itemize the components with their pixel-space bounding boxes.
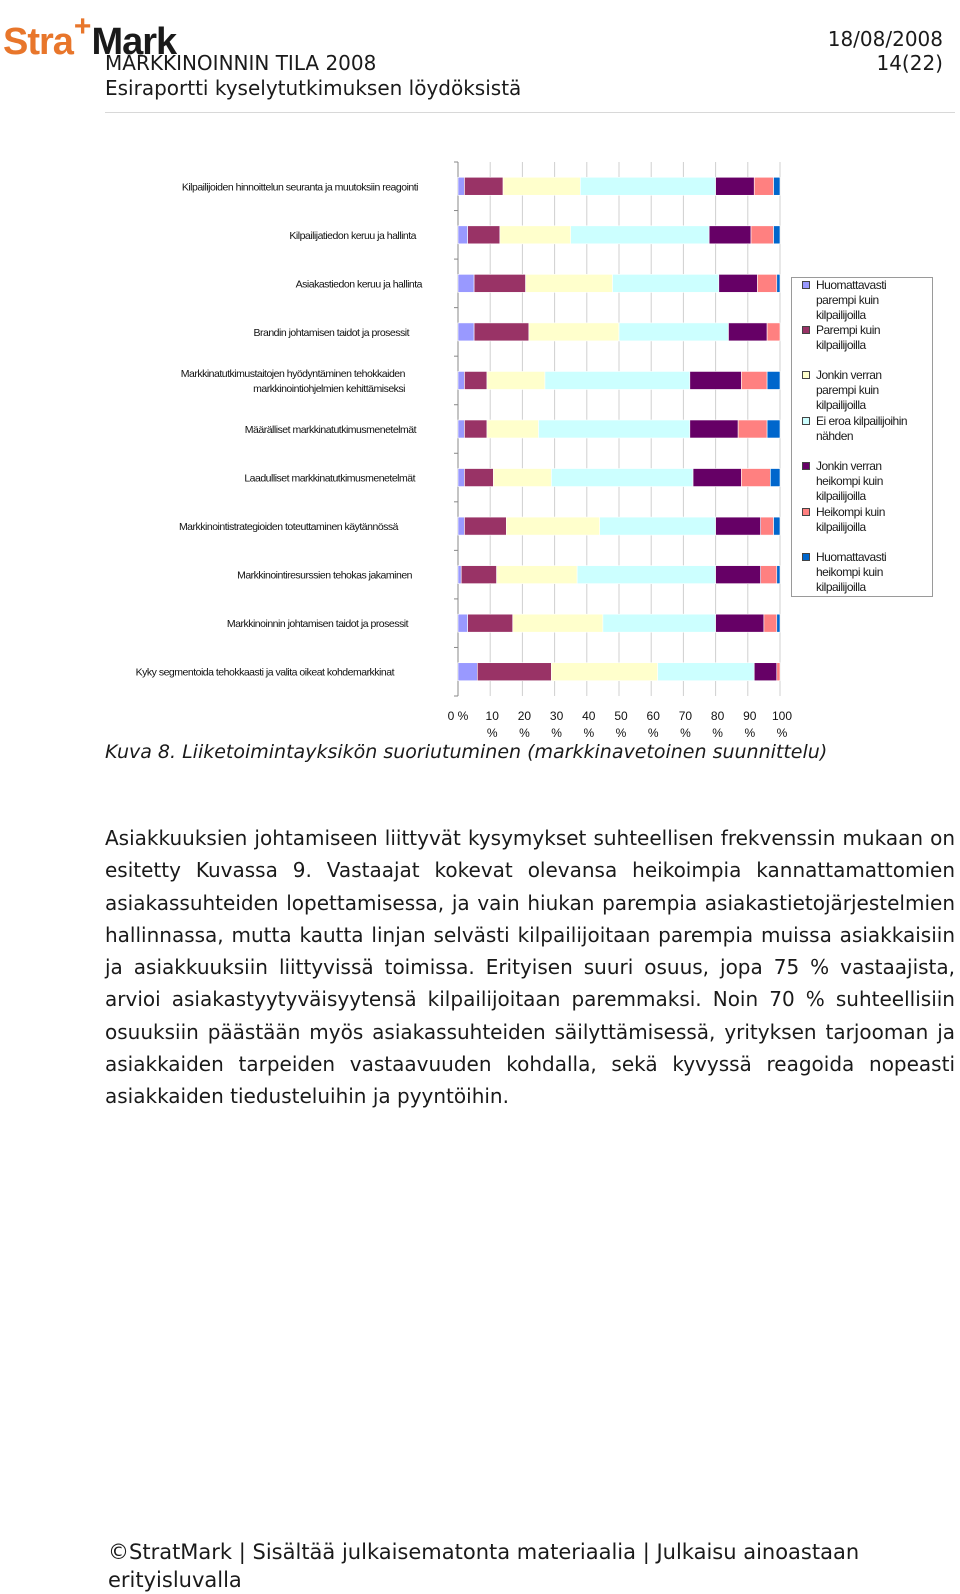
report-subtitle: Esiraportti kyselytutkimuksen löydöksistä [105,76,522,100]
legend-item [802,550,928,595]
legend-label: Parempi kuin [816,323,881,337]
bar-segment [754,177,773,195]
legend-item [802,414,928,444]
bar-segment [493,469,551,487]
legend-label: parempi kuin [816,383,879,397]
legend-swatch [802,417,810,425]
bar-segment [458,274,474,292]
bar-segment [690,371,742,389]
bar-segment [761,517,774,535]
bar-segment [751,226,774,244]
bar-segment [464,371,487,389]
bar-segment [767,323,780,341]
legend-item [802,368,928,413]
bar-segment [709,226,751,244]
bar-segment [777,566,780,584]
bar-segment [458,226,468,244]
legend-label: kilpailijoilla [816,520,866,534]
bar-segment [458,420,464,438]
bar-segment [468,226,500,244]
bar-segment [545,371,690,389]
bar-segment [777,663,780,681]
bar-segment [580,177,715,195]
category-label: Kilpailijoiden hinnoittelun seuranta ja muutoksiin reagointi [181,181,418,194]
bar-segment [571,226,709,244]
bar-segment [529,323,619,341]
bar-segment [738,420,767,438]
x-tick-label: 10 % [485,709,499,740]
bar-segment [741,469,770,487]
bar-segment [619,323,728,341]
bar-segment [458,323,474,341]
bar-segment [551,663,657,681]
legend-swatch [802,508,810,516]
bar-segment [770,469,780,487]
logo-plus: + [73,10,91,43]
bar-segment [458,566,461,584]
page-number: 14(22) [876,51,943,75]
legend-swatch [802,281,810,289]
x-tick-label: 20 % [517,709,532,740]
bar-segment [764,614,777,632]
x-tick-label: 70 % [678,709,693,740]
category-label: Markkinoinnin johtamisen taidot ja prosessit [226,618,408,631]
legend-label: Heikompi kuin [816,505,885,519]
bar-segment [474,323,529,341]
legend-label: heikompi kuin [816,474,883,488]
bar-segment [458,663,477,681]
legend-swatch [802,326,810,334]
bar-segment [477,663,551,681]
bar-segment [464,469,493,487]
bar-segment [500,226,571,244]
category-label: Brandin johtamisen taidot ja prosessit [253,326,409,339]
bar-segment [458,371,464,389]
legend-item [802,278,928,323]
bar-segment [777,614,780,632]
bar-segment [513,614,603,632]
legend-label: kilpailijoilla [816,338,866,352]
bar-segment [613,274,719,292]
bar-segment [777,274,780,292]
bar-segment [761,566,777,584]
legend-label: kilpailijoilla [816,489,866,503]
x-tick-label: 50 % [614,709,628,740]
bar-segment [526,274,613,292]
bar-segment [716,517,761,535]
report-title: MARKKINOINNIN TILA 2008 [105,51,377,75]
legend-label: Jonkin verran [816,459,882,473]
bar-segment [458,177,464,195]
x-tick-label: 60 % [646,709,660,740]
header-divider [105,112,955,113]
x-tick-label: 80 % [710,709,725,740]
legend-swatch [802,553,810,561]
chart-legend [791,277,933,597]
category-label: Kilpailijatiedon keruu ja hallinta [289,229,416,242]
bar-segment [754,663,777,681]
bar-segment [716,614,764,632]
bar-segment [464,420,487,438]
legend-label: heikompi kuin [816,565,883,579]
bar-segment [461,566,496,584]
x-tick-label: 40 % [582,709,596,740]
category-label: Markkinointistrategioiden toteuttaminen käytännössä [178,521,398,534]
bar-segment [458,614,468,632]
bar-segment [774,517,780,535]
bar-segment [693,469,741,487]
bar-segment [497,566,578,584]
page-footer: ©StratMark | Sisältää julkaisematonta materiaalia | Julkaisu ainoastaan erityisluvalla [108,1540,860,1592]
x-tick-label: 90 % [743,709,757,740]
x-tick-label: 0 % [447,709,469,723]
figure-caption: Kuva 8. Liiketoimintayksikön suoriutuminen (markkinavetoinen suunnittelu) [105,741,828,763]
bar-segment [458,517,464,535]
bar-segment [658,663,755,681]
bar-segment [577,566,715,584]
bar-segment [728,323,767,341]
category-label: Kyky segmentoida tehokkaasti ja valita oikeat kohdemarkkinat [135,666,394,679]
legend-label: parempi kuin [816,293,879,307]
legend-label: kilpailijoilla [816,398,866,412]
bar-segment [487,420,539,438]
legend-label: Huomattavasti [816,550,887,564]
legend-label: kilpailijoilla [816,308,866,322]
bar-segment [690,420,738,438]
legend-label: kilpailijoilla [816,580,866,594]
bar-segment [551,469,693,487]
legend-item [802,459,928,504]
bar-segment [503,177,580,195]
bar-segment [774,226,780,244]
legend-label: Jonkin verran [816,368,882,382]
bar-segment [458,469,464,487]
report-date: 18/08/2008 [827,27,943,51]
bar-segment [767,420,780,438]
bar-segment [603,614,716,632]
legend-label: nähden [816,429,854,443]
category-label: Asiakastiedon keruu ja hallinta [295,278,422,291]
legend-swatch [802,371,810,379]
legend-label: Huomattavasti [816,278,887,292]
bar-segment [464,517,506,535]
bar-segment [741,371,767,389]
bar-segment [487,371,545,389]
body-paragraph: Asiakkuuksien johtamiseen liittyvät kysymykset suhteellisen frekvenssin mukaan on esitetty Kuvassa 9. Vastaajat kokevat olevansa heikoimpia kannattamattomien asiakassuhteiden lopettamisessa, ja vain hiukan parempia asiakastietojärjestelmien hallinnassa, mutta kautta linjan selvästi kilpailijoitaan parempia muissa asiakkaisiin ja asiakkuuksiin liittyvissä toimissa. Erityisen suuri osuus, jopa 75 % vastaajista, arvioi asiakastyytyväisyytensä kilpailijoitaan paremmaksi. Noin 70 % suhteellisiin osuuksiin päästään myös asiakassuhteiden säilyttämisessä, yrityksen tarjooman ja asiakkaiden tarpeiden vastaavuuden kohdalla, sekä kyvyssä reagoida nopeasti asiakkaiden tiedusteluihin ja pyyntöihin. [105,826,955,1109]
bar-segment [600,517,716,535]
bar-segment [767,371,780,389]
bar-segment [474,274,526,292]
bar-segment [506,517,599,535]
legend-item [802,323,928,353]
x-tick-label: 30 % [549,709,564,740]
bar-segment [468,614,513,632]
legend-swatch [802,462,810,470]
bar-segment [757,274,776,292]
bar-segment [716,566,761,584]
bar-segment [539,420,690,438]
logo-text-mark: Mark [91,21,177,63]
legend-label: Ei eroa kilpailijoihin [816,414,908,428]
legend-item [802,505,928,535]
category-label: Määrälliset markkinatutkimusmenetelmät [244,424,416,436]
bar-segment [774,177,780,195]
bar-segment [719,274,758,292]
category-label: Laadulliset markkinatutkimusmenetelmät [244,472,415,485]
category-label: Markkinointiresurssien tehokas jakaminen [237,569,412,582]
bar-segment [464,177,503,195]
logo-text-stra: Stra [3,21,73,63]
x-tick-label: 100 % [771,709,793,740]
category-label: Markkinatutkimustaitojen hyödyntäminen tehokkaiden markkinointiohjelmien kehittämiseksi [180,367,405,395]
bar-segment [716,177,755,195]
